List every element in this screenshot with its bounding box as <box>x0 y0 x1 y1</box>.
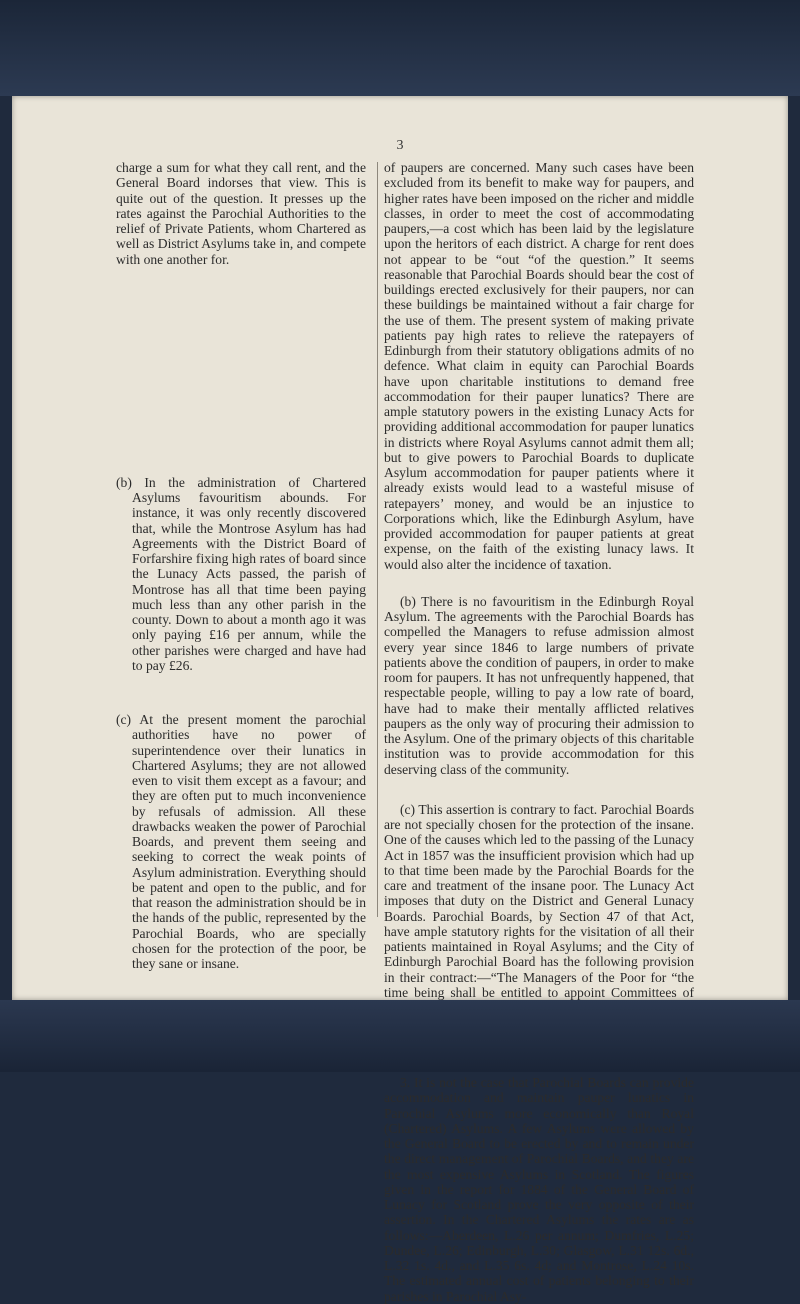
column-divider <box>377 162 378 917</box>
document-page <box>12 96 788 1304</box>
right-paragraph-b: (b) There is no favouritism in the Edinburgh Royal Asylum. The agreements with the Parochial Boards has compelled the Managers to refuse admission almost every year since 1846 to large numbers of private patients above the condition of paupers, in order to make room for paupers. It has not unfrequently happened, that respectable people, willing to pay a low rate of board, have had to make their mentally afflicted relatives paupers as the only way of procuring their admission to the Asylum. One of the primary objects of this charitable institution was to provide accommodation for this deserving class of the community. <box>384 593 694 777</box>
right-paragraph-c: (c) This assertion is contrary to fact. Parochial Boards are not specially chosen for the protection of the insane. One of the causes which led to the passing of the Lunacy Act in 1857 was the insufficient provision which had up to that time been made by the Parochial Boards for the care and treatment of the insane poor. The Lunacy Act imposes that duty on the District and General Lunacy Boards. Parochial Boards, by Section 47 of that Act, have ample statutory rights for the visitation of all their patients maintained in Royal Asylums; and the City of Edinburgh Parochial Board has the following provision in their contract:—“The Managers of the Poor for “the time being shall be entitled to appoint Committees of <box>384 801 694 1000</box>
left-paragraph-c: (c) At the present moment the parochial authorities have no power of superintendence over their lunatics in Chartered Asylums; they are not allowed even to visit them except as a favour; and they are often put to much inconvenience by refusals of admission. All these drawbacks weaken the power of Parochial Boards, and prevent them seeing and seeking to correct the weak points of Asylum administration. Everything should be patent and open to the public, and for that reason the administration should be in the hands of the public, represented by the Parochial Boards, who are specially chosen for the protection of the poor, be they sane or insane. <box>116 712 366 971</box>
page-number: 3 <box>396 138 404 153</box>
left-column <box>116 160 366 971</box>
left-paragraph-b: (b) In the administration of Chartered Asylums favouritism abounds. For instance, it was only recently discovered that, while the Montrose Asylum has had Agreements with the District Board of Forfarshire fixing high rates of board since the Lunacy Acts passed, the parish of Montrose has all that time been paying much less than any other parish in the county. Down to about a month ago it was only paying £16 per annum, while the other parishes were charged and have had to pay £26. <box>116 474 366 673</box>
right-continuation-paragraph: of paupers are concerned. Many such cases have been excluded from its benefit to make way for paupers, and higher rates have been imposed on the richer and middle classes, in order to meet the cost of accommodating paupers,—a cost which has been laid by the legislature upon the heritors of each district. A charge for rent does not appear to be “out “of the question.” It seems reasonable that Parochial Boards should bear the cost of buildings erected exclusively for their paupers, nor can these buildings be maintained without a fair charge for the use of them. The present system of making private patients pay high rates to relieve the ratepayers of Edinburgh from their statutory obligations admits of no defence. What claim in equity can Parochial Boards have upon charitable institutions to demand free accommodation for their pauper lunatics? There are ample statutory powers in the existing Lunacy Acts for providing additional accommodation for pauper lunatics in districts where Royal Asylums cannot admit them all; but to give powers to Parochial Boards to duplicate Asylum accommodation for pauper patients where it already exists would lead to a wasteful misuse of ratepayers’ money, and would be an injustice to Corporations which, like the Edinburgh Asylum, have provided accommodation for pauper patients at great expense, on the faith of the existing lunacy laws. It would also alter the incidence of taxation. <box>384 160 694 572</box>
right-paragraph-3: 3. It is not the case that Parochial Boards can provide accommodation and maintain pauper lunatics in Parochial Asylums more economically than Royal (Chartered) Asylums. A few Asylums were allowed by the General Board to be erected by and to remain under the direct management of Parochial Boards, and they are the most expensive Asylums in Scotland. The figures given in the report for 1884 of the General Board of Lunacy for Scotland prove the very opposite of their assertion. In the Chartered Asylums the rates are as follows:—Aberdeen, L.26 per annum; Dumfries, L.25; Dundee, L.26; Edinburgh, L.30; Glasgow, L.31 12s. 6d., L.32 1s. 4d., and L.35 6s. 4d; and Montrose, L.24 10s. The estimated annual cost of patients belonging to their parishes in Parochial Asy- <box>384 1075 694 1304</box>
scan-border-bottom <box>0 1000 800 1072</box>
scan-border-top <box>0 0 800 96</box>
left-continuation-paragraph: charge a sum for what they call rent, and the General Board indorses that view. This is quite out of the question. It presses up the rates against the Parochial Authorities to the relief of Private Patients, whom Chartered as well as District Asylums take in, and compete with one another for. <box>116 160 366 267</box>
right-column <box>384 160 694 1304</box>
